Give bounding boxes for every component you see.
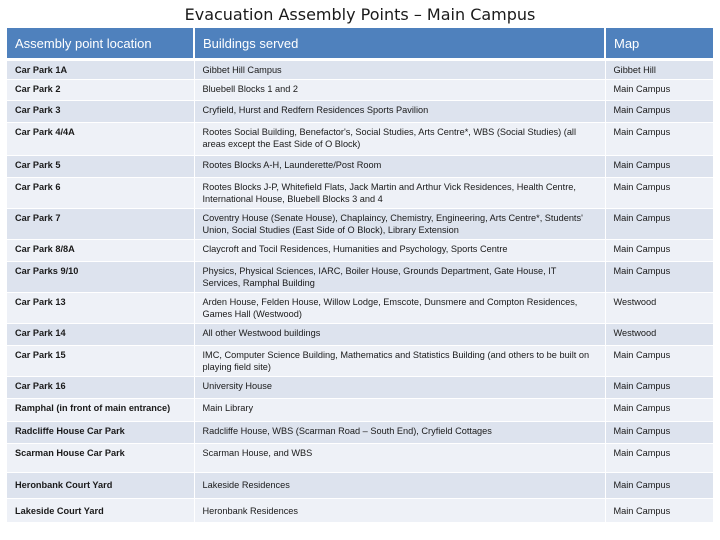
table-row — [7, 156, 713, 178]
table-row — [7, 499, 713, 523]
cell-map: Westwood — [605, 293, 713, 324]
cell-buildings: Main Library — [194, 399, 605, 422]
cell-location: Ramphal (in front of main entrance) — [7, 399, 194, 422]
table-row — [7, 60, 713, 80]
cell-location: Car Park 7 — [7, 209, 194, 240]
cell-buildings: Cryfield, Hurst and Redfern Residences Sports Pavilion — [194, 101, 605, 123]
cell-buildings: Lakeside Residences — [194, 473, 605, 499]
cell-location: Car Park 14 — [7, 324, 194, 346]
cell-map: Main Campus — [605, 156, 713, 178]
cell-map: Main Campus — [605, 399, 713, 422]
table-row — [7, 262, 713, 293]
table-header-row — [7, 28, 713, 60]
cell-map: Main Campus — [605, 377, 713, 399]
cell-map: Main Campus — [605, 346, 713, 377]
cell-map: Main Campus — [605, 262, 713, 293]
table-row — [7, 178, 713, 209]
header-buildings: Buildings served — [194, 28, 605, 60]
cell-location: Car Park 16 — [7, 377, 194, 399]
cell-buildings: Gibbet Hill Campus — [194, 60, 605, 80]
header-map: Map — [605, 28, 713, 60]
cell-buildings: Physics, Physical Sciences, IARC, Boiler House, Grounds Department, Gate House, IT Services, Ramphal Building — [194, 262, 605, 293]
cell-location: Car Park 13 — [7, 293, 194, 324]
cell-location: Heronbank Court Yard — [7, 473, 194, 499]
cell-location: Car Park 15 — [7, 346, 194, 377]
cell-map: Main Campus — [605, 101, 713, 123]
cell-map: Main Campus — [605, 80, 713, 101]
page-title: Evacuation Assembly Points – Main Campus — [184, 5, 536, 24]
cell-buildings: Claycroft and Tocil Residences, Humanities and Psychology, Sports Centre — [194, 240, 605, 262]
table-row — [7, 399, 713, 422]
cell-buildings: University House — [194, 377, 605, 399]
cell-map: Main Campus — [605, 240, 713, 262]
table-row — [7, 324, 713, 346]
cell-buildings: Rootes Blocks J-P, Whitefield Flats, Jack Martin and Arthur Vick Residences, Health Centre, International House, Bluebell Blocks 3 and 4 — [194, 178, 605, 209]
table-row — [7, 80, 713, 101]
cell-map: Main Campus — [605, 444, 713, 473]
cell-map: Main Campus — [605, 178, 713, 209]
cell-location: Car Park 1A — [7, 60, 194, 80]
cell-map: Main Campus — [605, 499, 713, 523]
cell-location: Car Park 8/8A — [7, 240, 194, 262]
cell-map: Main Campus — [605, 209, 713, 240]
table-row — [7, 444, 713, 473]
table-row — [7, 377, 713, 399]
table-row — [7, 346, 713, 377]
cell-map: Main Campus — [605, 123, 713, 156]
cell-location: Car Parks 9/10 — [7, 262, 194, 293]
cell-buildings: Radcliffe House, WBS (Scarman Road – South End), Cryfield Cottages — [194, 422, 605, 444]
table-row — [7, 422, 713, 444]
table-row — [7, 123, 713, 156]
cell-buildings: Rootes Social Building, Benefactor's, Social Studies, Arts Centre*, WBS (Social Studies) (all areas except the East Side of O Block) — [194, 123, 605, 156]
cell-buildings: Bluebell Blocks 1 and 2 — [194, 80, 605, 101]
table-row — [7, 240, 713, 262]
cell-buildings: IMC, Computer Science Building, Mathematics and Statistics Building (and others to be built on playing field site) — [194, 346, 605, 377]
cell-map: Westwood — [605, 324, 713, 346]
cell-location: Scarman House Car Park — [7, 444, 194, 473]
cell-location: Radcliffe House Car Park — [7, 422, 194, 444]
table-row — [7, 473, 713, 499]
cell-map: Gibbet Hill — [605, 60, 713, 80]
cell-map: Main Campus — [605, 422, 713, 444]
cell-location: Car Park 2 — [7, 80, 194, 101]
cell-location: Car Park 4/4A — [7, 123, 194, 156]
cell-buildings: Scarman House, and WBS — [194, 444, 605, 473]
table-row — [7, 209, 713, 240]
cell-buildings: Rootes Blocks A-H, Launderette/Post Room — [194, 156, 605, 178]
cell-location: Car Park 5 — [7, 156, 194, 178]
assembly-points-table — [7, 28, 713, 523]
cell-map: Main Campus — [605, 473, 713, 499]
cell-location: Car Park 3 — [7, 101, 194, 123]
cell-buildings: All other Westwood buildings — [194, 324, 605, 346]
table-row — [7, 101, 713, 123]
cell-buildings: Heronbank Residences — [194, 499, 605, 523]
cell-location: Car Park 6 — [7, 178, 194, 209]
cell-buildings: Arden House, Felden House, Willow Lodge, Emscote, Dunsmere and Compton Residences, Games Hall (Westwood) — [194, 293, 605, 324]
header-location: Assembly point location — [7, 28, 194, 60]
cell-buildings: Coventry House (Senate House), Chaplaincy, Chemistry, Engineering, Arts Centre*, Students' Union, Social Studies (East Side of O Block), Library Extension — [194, 209, 605, 240]
table-row — [7, 293, 713, 324]
cell-location: Lakeside Court Yard — [7, 499, 194, 523]
